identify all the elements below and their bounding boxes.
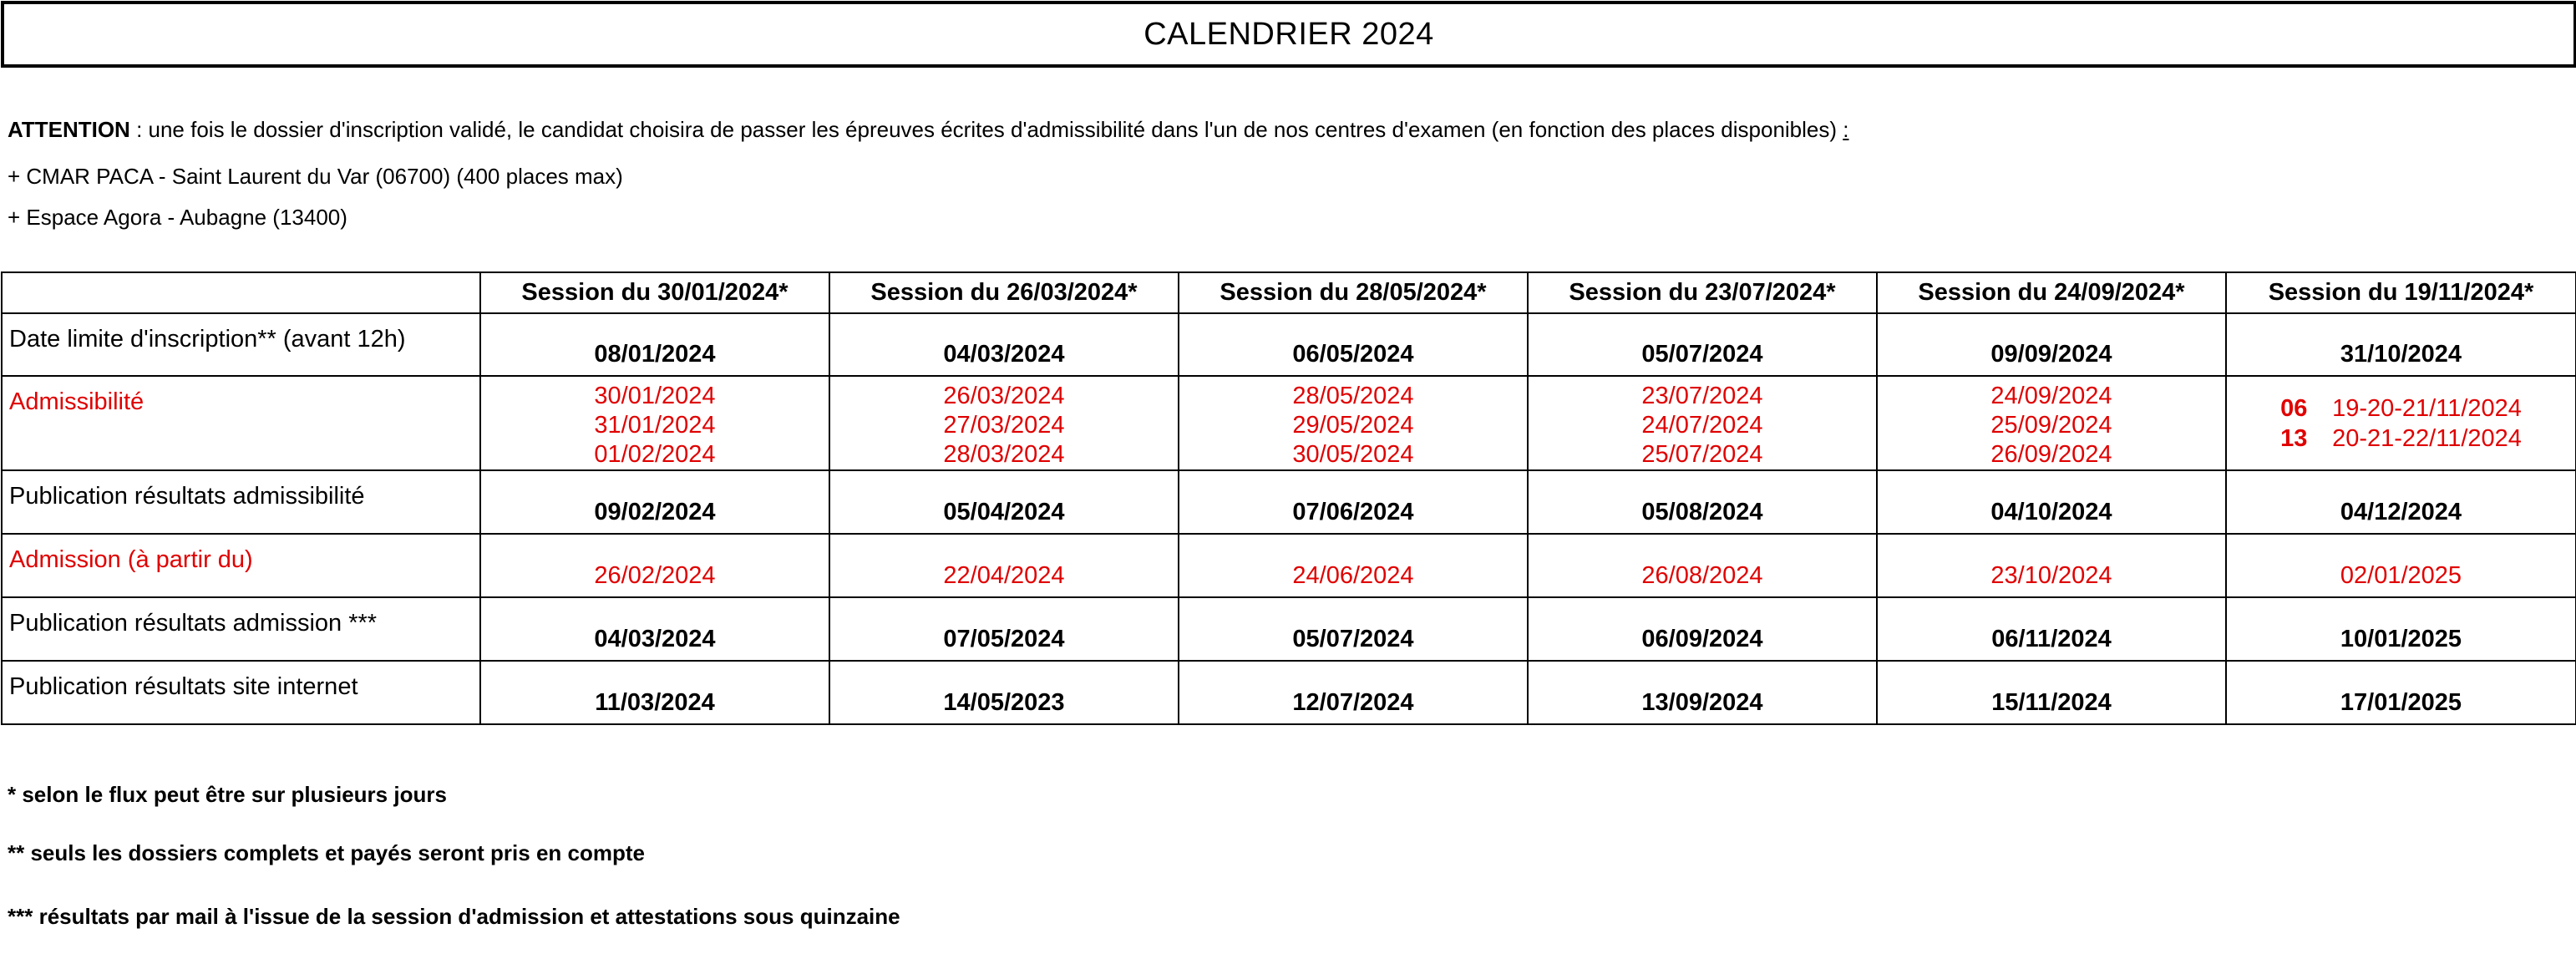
attention-end: : [1843, 117, 1849, 142]
center-item-agora: + Espace Agora - Aubagne (13400) [8, 205, 347, 230]
table-cell: 17/01/2025 [2226, 661, 2576, 724]
table-cell: 09/09/2024 [1877, 313, 2226, 376]
table-cell: 15/11/2024 [1877, 661, 2226, 724]
table-header-row [2, 272, 2576, 313]
table-cell: 14/05/2023 [829, 661, 1179, 724]
table-row [2, 376, 2576, 470]
center-code: 13 [2280, 424, 2308, 452]
table-row [2, 534, 2576, 597]
table-cell [480, 376, 829, 470]
admissibility-date: 26/09/2024 [1990, 441, 2112, 468]
footnote-3: *** résultats par mail à l'issue de la session d'admission et attestations sous quinzaine [8, 904, 900, 929]
header-corner-cell [2, 272, 480, 313]
calendar-table [1, 271, 2576, 725]
admissibility-date: 25/09/2024 [1990, 412, 2112, 439]
row-label-pub-admissibilite: Publication résultats admissibilité [2, 470, 480, 534]
table-cell: 02/01/2025 [2226, 534, 2576, 597]
table-cell [2226, 376, 2576, 470]
table-row [2, 470, 2576, 534]
center-dates-line [2227, 393, 2575, 424]
center-dates: 19-20-21/11/2024 [2332, 394, 2522, 422]
footnote-1: * selon le flux peut être sur plusieurs jours [8, 782, 447, 807]
table-cell: 10/01/2025 [2226, 597, 2576, 661]
table-cell: 23/10/2024 [1877, 534, 2226, 597]
admissibility-date: 24/09/2024 [1990, 383, 2112, 409]
table-cell: 12/07/2024 [1179, 661, 1528, 724]
table-cell: 07/06/2024 [1179, 470, 1528, 534]
admissibility-date: 27/03/2024 [943, 412, 1065, 439]
table-row [2, 313, 2576, 376]
table-cell: 04/03/2024 [480, 597, 829, 661]
admissibility-date: 25/07/2024 [1641, 441, 1763, 468]
table-cell: 05/08/2024 [1528, 470, 1877, 534]
table-cell: 11/03/2024 [480, 661, 829, 724]
page-title: CALENDRIER 2024 [1, 1, 2576, 68]
table-cell: 26/02/2024 [480, 534, 829, 597]
table-cell: 04/12/2024 [2226, 470, 2576, 534]
admissibility-date: 29/05/2024 [1292, 412, 1414, 439]
session-header: Session du 24/09/2024* [1877, 272, 2226, 313]
center-dates-line [2227, 424, 2575, 454]
admissibility-date: 30/01/2024 [594, 383, 716, 409]
table-cell: 24/06/2024 [1179, 534, 1528, 597]
table-cell: 13/09/2024 [1528, 661, 1877, 724]
table-row [2, 597, 2576, 661]
attention-text: : une fois le dossier d'inscription validé, le candidat choisira de passer les épreuves écrites d'admissibilité dans l'un de nos centres d'examen (en fonction des places disponibles) [129, 117, 1843, 142]
attention-label: ATTENTION [8, 117, 130, 142]
table-cell: 07/05/2024 [829, 597, 1179, 661]
row-label-pub-admission: Publication résultats admission *** [2, 597, 480, 661]
session-header: Session du 26/03/2024* [829, 272, 1179, 313]
table-cell: 04/10/2024 [1877, 470, 2226, 534]
session-header: Session du 30/01/2024* [480, 272, 829, 313]
center-code: 06 [2280, 394, 2308, 422]
table-cell: 22/04/2024 [829, 534, 1179, 597]
admissibility-date: 26/03/2024 [943, 383, 1065, 409]
table-cell: 08/01/2024 [480, 313, 829, 376]
center-item-cmar: + CMAR PACA - Saint Laurent du Var (06700) (400 places max) [8, 164, 623, 189]
table-cell [1528, 376, 1877, 470]
table-cell: 05/07/2024 [1179, 597, 1528, 661]
row-label-date-limite: Date limite d'inscription** (avant 12h) [2, 313, 480, 376]
admissibility-date: 31/01/2024 [594, 412, 716, 439]
table-cell: 06/09/2024 [1528, 597, 1877, 661]
attention-paragraph [8, 117, 1849, 143]
table-cell: 05/07/2024 [1528, 313, 1877, 376]
table-cell [1179, 376, 1528, 470]
table-cell: 04/03/2024 [829, 313, 1179, 376]
admissibility-date: 24/07/2024 [1641, 412, 1763, 439]
row-label-admissibilite: Admissibilité [2, 376, 480, 470]
table-cell: 05/04/2024 [829, 470, 1179, 534]
center-dates: 20-21-22/11/2024 [2332, 424, 2522, 452]
table-cell: 31/10/2024 [2226, 313, 2576, 376]
table-row [2, 661, 2576, 724]
admissibility-date: 28/05/2024 [1292, 383, 1414, 409]
footnote-2: ** seuls les dossiers complets et payés seront pris en compte [8, 840, 645, 865]
table-cell: 09/02/2024 [480, 470, 829, 534]
admissibility-date: 28/03/2024 [943, 441, 1065, 468]
admissibility-date: 23/07/2024 [1641, 383, 1763, 409]
session-header: Session du 19/11/2024* [2226, 272, 2576, 313]
admissibility-date: 30/05/2024 [1292, 441, 1414, 468]
row-label-pub-site: Publication résultats site internet [2, 661, 480, 724]
session-header: Session du 23/07/2024* [1528, 272, 1877, 313]
table-cell: 06/05/2024 [1179, 313, 1528, 376]
table-cell: 26/08/2024 [1528, 534, 1877, 597]
row-label-admission: Admission (à partir du) [2, 534, 480, 597]
admissibility-date: 01/02/2024 [594, 441, 716, 468]
table-cell: 06/11/2024 [1877, 597, 2226, 661]
table-cell [1877, 376, 2226, 470]
table-cell [829, 376, 1179, 470]
session-header: Session du 28/05/2024* [1179, 272, 1528, 313]
